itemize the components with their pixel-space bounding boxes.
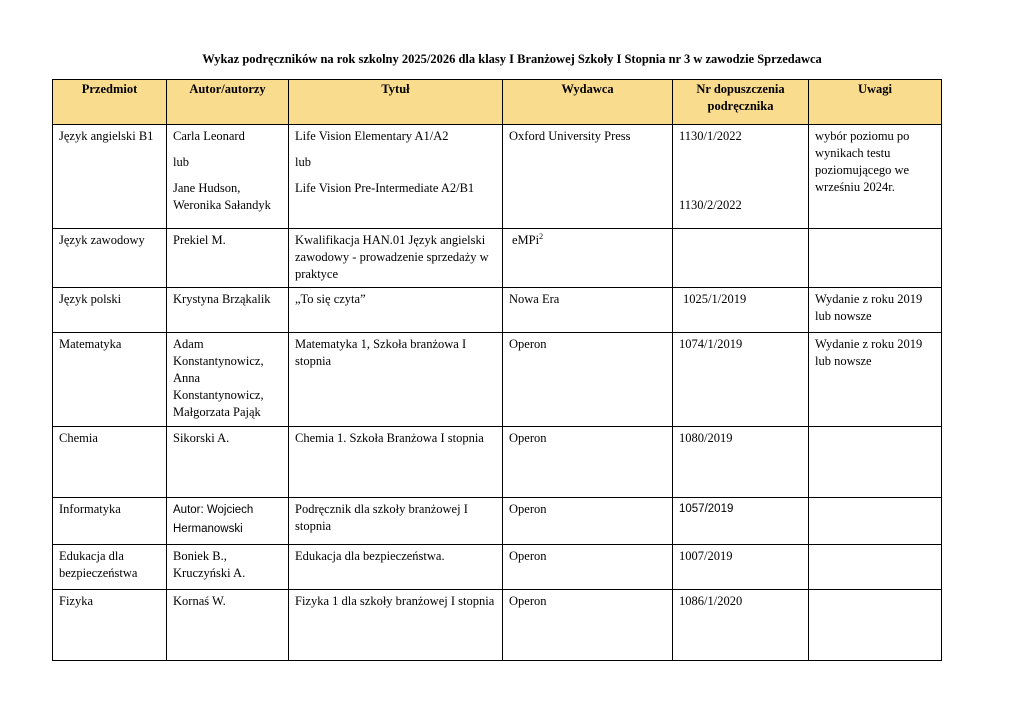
cell-nr-dopuszczenia: 1057/2019	[673, 498, 809, 545]
textbook-table	[52, 79, 942, 661]
cell-przedmiot: Język angielski B1	[53, 125, 167, 229]
tytul-option-1: Life Vision Elementary A1/A2	[295, 129, 449, 143]
cell-uwagi: Wydanie z roku 2019 lub nowsze	[809, 288, 942, 333]
cell-tytul	[289, 125, 503, 229]
cell-przedmiot: Język zawodowy	[53, 229, 167, 288]
autor-lub: lub	[173, 155, 189, 169]
document-title: Wykaz podręczników na rok szkolny 2025/2026 dla klasy I Branżowej Szkoły I Stopnia nr 3 w zawodzie Sprzedawca	[202, 52, 822, 66]
header-wydawca: Wydawca	[503, 80, 673, 125]
table-row	[53, 590, 942, 661]
cell-autor: Krystyna Brząkalik	[167, 288, 289, 333]
cell-przedmiot: Język polski	[53, 288, 167, 333]
cell-wydawca	[503, 229, 673, 288]
cell-nr-dopuszczenia	[673, 229, 809, 288]
wydawca-name: eMPi	[512, 233, 540, 247]
cell-uwagi: Wydanie z roku 2019 lub nowsze	[809, 333, 942, 427]
cell-tytul: Chemia 1. Szkoła Branżowa I stopnia	[289, 427, 503, 498]
cell-autor: Kornaś W.	[167, 590, 289, 661]
cell-wydawca: Oxford University Press	[503, 125, 673, 229]
cell-wydawca: Operon	[503, 333, 673, 427]
cell-tytul: „To się czyta”	[289, 288, 503, 333]
cell-autor: Sikorski A.	[167, 427, 289, 498]
cell-tytul: Kwalifikacja HAN.01 Język angielski zawodowy - prowadzenie sprzedaży w praktyce	[289, 229, 503, 288]
cell-autor: Adam Konstantynowicz, Anna Konstantynowicz, Małgorzata Pająk	[167, 333, 289, 427]
cell-nr-dopuszczenia	[673, 125, 809, 229]
tytul-lub: lub	[295, 155, 311, 169]
header-uwagi: Uwagi	[809, 80, 942, 125]
header-nr-dopuszczenia: Nr dopuszczenia podręcznika	[673, 80, 809, 125]
cell-przedmiot: Chemia	[53, 427, 167, 498]
header-przedmiot: Przedmiot	[53, 80, 167, 125]
cell-wydawca: Operon	[503, 498, 673, 545]
header-tytul: Tytuł	[289, 80, 503, 125]
cell-tytul: Podręcznik dla szkoły branżowej I stopnia	[289, 498, 503, 545]
cell-przedmiot: Edukacja dla bezpieczeństwa	[53, 545, 167, 590]
cell-autor: Autor: Wojciech Hermanowski	[167, 498, 289, 545]
table-row	[53, 545, 942, 590]
cell-tytul: Fizyka 1 dla szkoły branżowej I stopnia	[289, 590, 503, 661]
autor-option-2: Jane Hudson, Weronika Sałandyk	[173, 181, 271, 212]
cell-autor	[167, 125, 289, 229]
cell-autor: Boniek B., Kruczyński A.	[167, 545, 289, 590]
cell-uwagi	[809, 590, 942, 661]
cell-nr-dopuszczenia: 1007/2019	[673, 545, 809, 590]
wydawca-superscript: 2	[539, 231, 544, 241]
cell-nr-dopuszczenia: 1025/1/2019	[673, 288, 809, 333]
cell-autor: Prekiel M.	[167, 229, 289, 288]
cell-uwagi	[809, 498, 942, 545]
cell-wydawca: Operon	[503, 427, 673, 498]
table-row	[53, 229, 942, 288]
cell-wydawca: Operon	[503, 545, 673, 590]
cell-uwagi	[809, 229, 942, 288]
cell-uwagi: wybór poziomu po wynikach testu poziomującego we wrześniu 2024r.	[809, 125, 942, 229]
header-row	[53, 80, 942, 125]
cell-tytul: Matematyka 1, Szkoła branżowa I stopnia	[289, 333, 503, 427]
cell-przedmiot: Matematyka	[53, 333, 167, 427]
cell-nr-dopuszczenia: 1080/2019	[673, 427, 809, 498]
cell-uwagi	[809, 427, 942, 498]
header-autor: Autor/autorzy	[167, 80, 289, 125]
cell-nr-dopuszczenia: 1086/1/2020	[673, 590, 809, 661]
table-row	[53, 498, 942, 545]
tytul-option-2: Life Vision Pre-Intermediate A2/B1	[295, 181, 475, 195]
cell-tytul: Edukacja dla bezpieczeństwa.	[289, 545, 503, 590]
cell-wydawca: Operon	[503, 590, 673, 661]
table-row	[53, 288, 942, 333]
autor-option-1: Carla Leonard	[173, 129, 245, 143]
cell-nr-dopuszczenia: 1074/1/2019	[673, 333, 809, 427]
cell-przedmiot: Fizyka	[53, 590, 167, 661]
table-row	[53, 427, 942, 498]
nr-option-2: 1130/2/2022	[679, 198, 742, 212]
table-row	[53, 125, 942, 229]
cell-uwagi	[809, 545, 942, 590]
nr-option-1: 1130/1/2022	[679, 129, 742, 143]
table-row	[53, 333, 942, 427]
cell-wydawca: Nowa Era	[503, 288, 673, 333]
cell-przedmiot: Informatyka	[53, 498, 167, 545]
